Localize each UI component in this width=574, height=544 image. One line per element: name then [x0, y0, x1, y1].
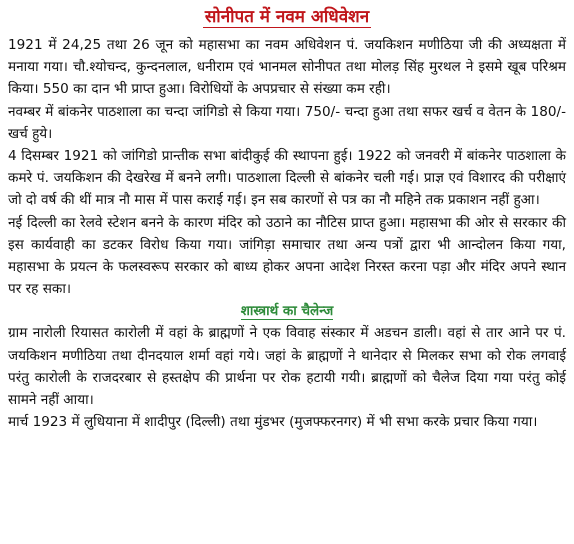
paragraph-4: नई दिल्ली का रेलवे स्टेशन बनने के कारण मंदिर को उठाने का नौटिस प्राप्त हुआ। महासभा की ओर से सरकार की इस कार्यवाही का डटकर विरोध किया गया। जांगिड़ा समाचार तथा अन्य पत्रों द्वारा भी आन्दोलन किया गया, महासभा के प्रयत्न के फलस्वरूप सरकार को बाध्य होकर अपना आदेश निरस्त करना पड़ा और मंदिर अपने स्थान पर रह सका।: [8, 214, 566, 298]
paragraph-1: 1921 में 24,25 तथा 26 जून को महासभा का नवम अधिवेशन पं. जयकिशन मणीठिया जी की अध्यक्षता में मनाया गया। चौ.श्योचन्द, कुन्दनलाल, धनीराम एवं भानमल सोनीपत तथा मोलड़ सिंह मुरथल ने इसमे खूब परिश्रम किया। 550 का दान भी प्राप्त हुआ। विरोधियों के अपप्रचार से संख्या कम रही।: [8, 37, 566, 98]
paragraph-6: मार्च 1923 में लुधियाना में शादीपुर (दिल्ली) तथा मुंडभर (मुजफ्फरनगर) में भी सभा करके प्रचार किया गया।: [8, 414, 538, 431]
section-subheading: शास्त्रार्थ का चैलेन्ज: [240, 303, 334, 320]
paragraph-3: 4 दिसम्बर 1921 को जांगिडो प्रान्तीक सभा बांदीकुई की स्थापना हुई। 1922 को जनवरी में बांकनेर पाठशाला के कमरे पं. जयकिशन की देखरेख में बनने लगी। पाठशाला दिल्ली से बांकनेर चली गई। प्राज्ञ एवं विशारद की परीक्षाएं जो दो वर्ष की थीं मात्र नौ मास में पास कराई गई। इन सब कारणों से पत्र का नौ महिने तक प्रकाशन नहीं हुआ।: [8, 148, 566, 209]
paragraph-5: ग्राम नारोली रियासत कारोली में वहां के ब्राह्मणों ने एक विवाह संस्कार में अडचन डाली। वहां से तार आने पर पं. जयकिशन मणीठिया तथा दीनदयाल शर्मा वहां गये। जहां के ब्राह्मणों ने थानेदार से मिलकर सभा को रोक लगवाई परंतु कारोली के राजदरबार से हस्तक्षेप की प्रार्थना पर रोक हटायी गयी। ब्राह्मणों को चैलेज दिया गया परंतु कोई सामने नहीं आया।: [8, 325, 566, 409]
page-title: सोनीपत में नवम अधिवेशन: [204, 7, 370, 27]
paragraph-2: नवम्बर में बांकनेर पाठशाला का चन्दा जांगिडो से किया गया। 750/- चन्दा हुआ तथा सफर खर्च व वेतन के 180/-खर्च हुये।: [8, 103, 566, 142]
